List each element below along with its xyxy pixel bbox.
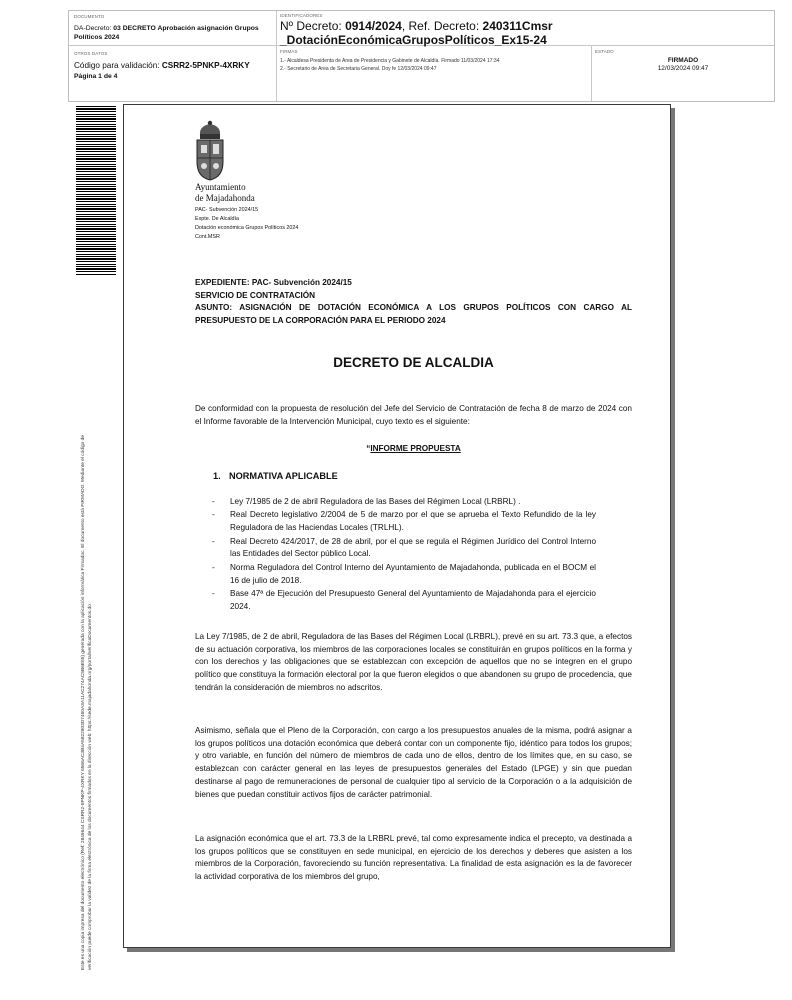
document-metadata-header xyxy=(68,10,775,102)
estado-cell xyxy=(595,49,771,72)
list-item: - Base 47ª de Ejecución del Presupuesto General del Ayuntamiento de Majadahonda para el ejercicio 2024. xyxy=(212,588,596,611)
intro-paragraph: De conformidad con la propuesta de resolución del Jefe del Servicio de Contratación de fecha 8 de marzo de 2024 con el Informe favorable de la Intervención Municipal, cuyo texto es el siguiente: xyxy=(195,404,632,426)
verification-side-text: Este es una copia impresa del documento electrónico (Ref: 2849644 CSRR2-5PNKP-4XRKY 6566AC3B4A5822803D7460A3A11AC274AC5B6E65) generada con la aplicación informática Firmadoc. El documento está FIRMADO. Mediante el código de verificación puede comprobar la validez de la firma electrónica de los documentos firmados en la dirección web: https://sede.majadahonda.org/portal/verificaDocumentos.do xyxy=(81,435,93,970)
otros-datos-cell xyxy=(74,51,272,80)
barcode xyxy=(76,106,116,276)
documento-cell xyxy=(74,14,272,42)
estado-value: FIRMADO xyxy=(667,57,699,64)
firma-item: 2.- Secretario de Area de Secretaria General. Doy fe 12/03/2024 09:47 xyxy=(280,66,437,72)
documento-value: DA-Decreto: 03 DECRETO Aprobación asignación Grupos Políticos 2024 xyxy=(74,25,259,41)
expediente-heading: EXPEDIENTE: PAC- Subvención 2024/15 SERVICIO DE CONTRATACIÓN ASUNTO: ASIGNACIÓN DE DOTACIÓN ECONÓMICA A LOS GRUPOS POLÍTICOS CON CARGO AL PRESUPUESTO DE LA CORPORACIÓN PARA EL PERIODO 2024 xyxy=(195,278,632,326)
normativa-list xyxy=(212,496,596,614)
body-paragraph: La Ley 7/1985, de 2 de abril, Reguladora de las Bases del Régimen Local (LRBRL), prevé en su art. 73.3 que, a efectos de su actuación corporativa, los miembros de las corporaciones locales se constituirán en grupos políticos en la forma y con los derechos y las obligaciones que se establezcan con excepción de aquellos que no se integren en el grupo político que constituya la formación electoral por la que fueron elegidos o que abandonen su grupo de procedencia, que tendrán la consideración de miembros no adscritos. xyxy=(195,632,632,692)
firmas-list xyxy=(280,57,588,73)
list-item: - Norma Reguladora del Control Interno del Ayuntamiento de Majadahonda, publicada en el BOCM el 16 de julio de 2018. xyxy=(212,562,596,585)
validation-code: Código para validación: CSRR2-5PNKP-4XRKY xyxy=(74,61,250,70)
section-normativa-heading: 1. NORMATIVA APLICABLE xyxy=(213,471,338,481)
documento-label: DOCUMENTO xyxy=(74,14,105,19)
body-paragraph: Asimismo, señala que el Pleno de la Corporación, con cargo a los presupuestos anuales de la misma, podrá asignar a los grupos políticos una dotación económica que deberá contar con un componente fijo, idéntico para todos los grupos; y otro variable, en función del número de miembros de cada uno de ellos, dentro de los límites que, en su caso, se establezcan con carácter general en las leyes de presupuestos generales del Estado (LPGE) y sin que puedan destinarse al pago de remuneraciones de personal de cualquier tipo al servicio de la Corporación o a la adquisición de bienes que puedan constituir activos fijos de carácter patrimonial. xyxy=(195,726,632,799)
list-item: - Real Decreto legislativo 2/2004 de 5 de marzo por el que se aprueba el Texto Refundido de la ley Reguladora de las Haciendas Locales (TRLHL). xyxy=(212,510,596,533)
decreto-number: Nº Decreto: 0914/2024, Ref. Decreto: 240311Cmsr _DotaciónEconómicaGruposPolíticos_Ex15-24 xyxy=(280,19,553,47)
identificadores-cell xyxy=(280,13,770,47)
municipal-crest-logo xyxy=(194,120,226,182)
informe-propuesta-heading: “INFORME PROPUESTA xyxy=(366,444,461,453)
list-item: - Ley 7/1985 de 2 de abril Reguladora de las Bases del Régimen Local (LRBRL) . xyxy=(212,497,521,506)
page-count: Página 1 de 4 xyxy=(74,73,118,80)
list-item: - Real Decreto 424/2017, de 28 de abril, por el que se regula el Régimen Jurídico del Control Interno las Entidades del Sector público Local. xyxy=(212,536,596,559)
ayuntamiento-name: Ayuntamiento de Majadahonda xyxy=(195,182,255,203)
estado-label: ESTADO xyxy=(595,49,614,54)
estado-date: 12/03/2024 09:47 xyxy=(657,65,709,72)
firmas-cell xyxy=(280,49,588,73)
firma-item: 1.- Alcaldesa Presidenta de Area de Presidencia y Gabinete de Alcaldía. Firmado 11/03/2024 17:34 xyxy=(280,58,500,64)
firmas-label: FIRMAS xyxy=(280,49,298,54)
otros-datos-label: OTROS DATOS xyxy=(74,51,108,56)
identificadores-label: IDENTIFICADORES xyxy=(280,13,323,18)
page-title: DECRETO DE ALCALDIA xyxy=(333,355,494,370)
expediente-metadata: PAC- Subvención 2024/15 Expte. De Alcaldía Dotación económica Grupos Políticos 2024 Cont.MSR xyxy=(195,207,299,240)
body-paragraph: La asignación económica que el art. 73.3 de la LRBRL prevé, tal como expresamente indica el precepto, va destinada a los grupos políticos que se constituyen en sede municipal, en ejercicio de los derechos y deberes que asisten a los miembros de la Corporación, favoreciendo su función representativa. La finalidad de esta asignación es la de favorecer la actividad corporativa de los miembros del grupo, xyxy=(195,834,632,882)
